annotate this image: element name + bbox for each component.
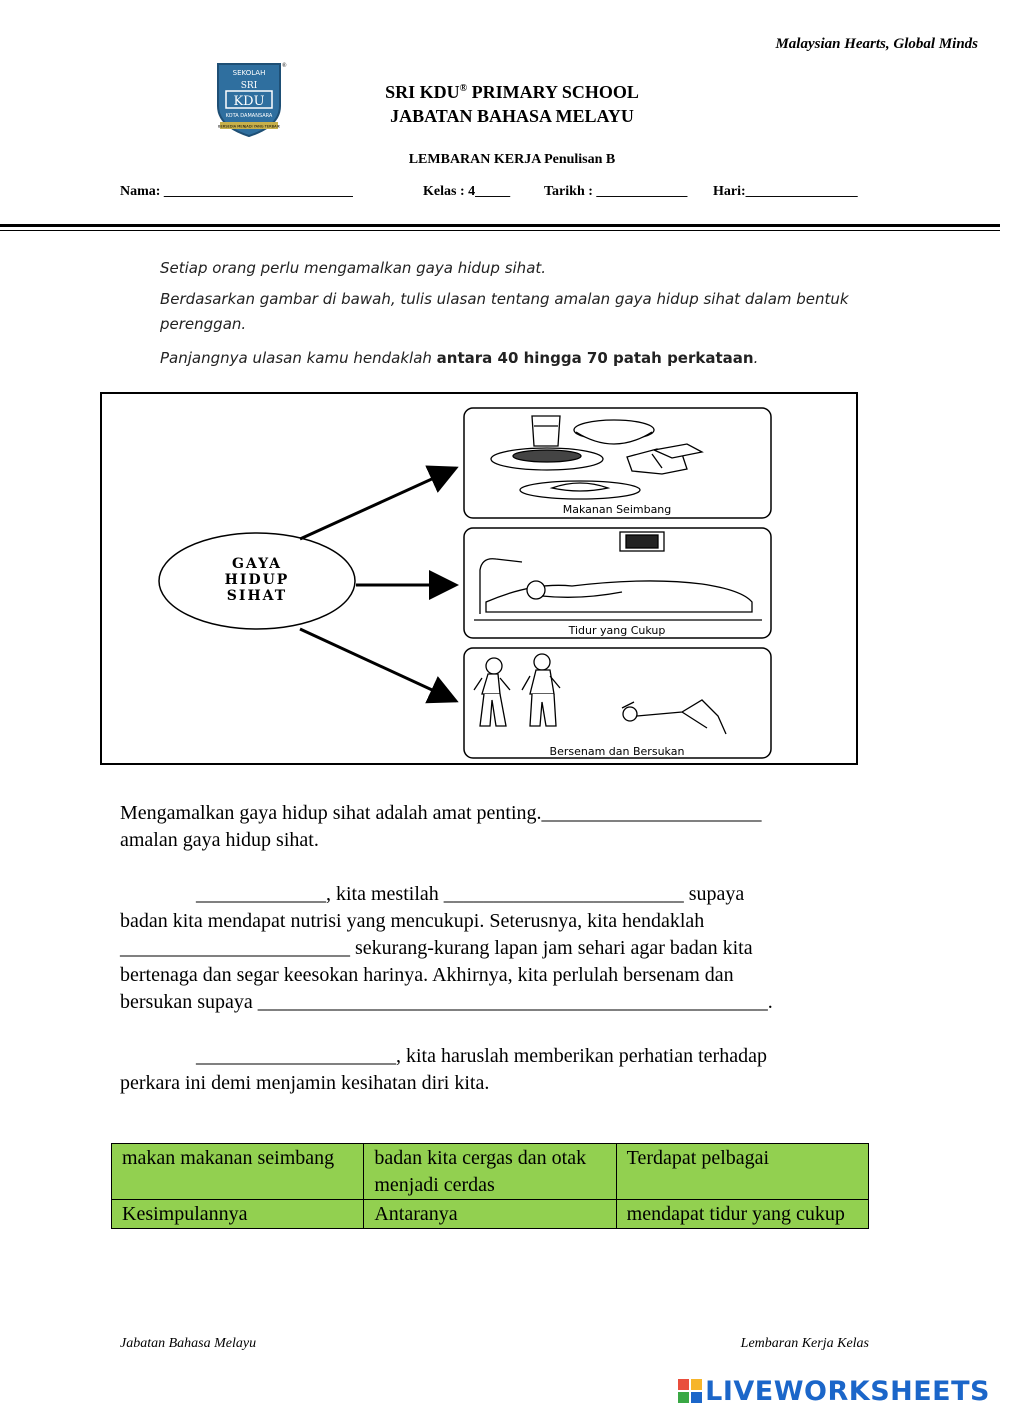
school-name: SRI KDU® PRIMARY SCHOOL bbox=[385, 82, 639, 102]
answer-cell[interactable]: badan kita cergas dan otak menjadi cerdas bbox=[364, 1144, 616, 1200]
exercise-label: Bersenam dan Bersukan bbox=[549, 745, 685, 758]
class-field[interactable]: Kelas : 4_____ bbox=[423, 184, 511, 199]
body-line-3: _______________________ sekurang-kurang lapan jam sehari agar badan kita bbox=[120, 937, 753, 959]
name-field[interactable]: Nama: ___________________________ bbox=[120, 184, 353, 199]
header-divider bbox=[0, 224, 1000, 227]
sheet-title: LEMBARAN KERJA Penulisan B bbox=[408, 152, 616, 167]
center-text-1: GAYA bbox=[231, 556, 283, 572]
liveworksheets-brand[interactable] bbox=[678, 1376, 990, 1407]
header-divider-thin bbox=[0, 230, 1000, 231]
liveworksheets-text: LIVEWORKSHEETS bbox=[705, 1376, 990, 1407]
arrow-to-food bbox=[300, 468, 456, 539]
motto: Malaysian Hearts, Global Minds bbox=[775, 36, 978, 52]
paragraph-body bbox=[120, 881, 880, 1016]
paragraph-intro bbox=[120, 800, 880, 854]
food-label: Makanan Seimbang bbox=[562, 503, 672, 516]
answer-cell[interactable]: Antaranya bbox=[364, 1200, 616, 1229]
logo-top-text: SEKOLAH bbox=[232, 69, 266, 77]
body-line-5: bersukan supaya ___________________________________________________. bbox=[120, 991, 773, 1013]
table-row bbox=[112, 1144, 869, 1200]
paragraph-conclusion bbox=[120, 1043, 880, 1097]
logo-ribbon-text: BERSEDIA MENJADI YANG TERBAIK bbox=[218, 124, 280, 129]
conclusion-line-2: perkara ini demi menjamin kesihatan diri kita. bbox=[120, 1072, 490, 1094]
liveworksheets-logo-icon bbox=[678, 1379, 702, 1403]
intro-line-1: Mengamalkan gaya hidup sihat adalah amat penting.______________________ bbox=[120, 802, 762, 824]
instruction-2: Berdasarkan gambar di bawah, tulis ulasan tentang amalan gaya hidup sihat dalam bentuk perenggan. bbox=[160, 290, 849, 333]
footer-right: Lembaran Kerja Kelas bbox=[740, 1336, 869, 1351]
center-text-3: SIHAT bbox=[226, 588, 288, 604]
logo-bottom-text: KOTA DAMANSARA bbox=[225, 113, 273, 119]
sleep-label: Tidur yang Cukup bbox=[568, 624, 666, 637]
table-row bbox=[112, 1200, 869, 1229]
instruction-3: Panjangnya ulasan kamu hendaklah antara 40 hingga 70 patah perkataan. bbox=[160, 349, 759, 367]
answer-cell[interactable]: Terdapat pelbagai bbox=[616, 1144, 868, 1200]
body-line-1: _____________, kita mestilah ________________________ supaya bbox=[196, 883, 745, 905]
intro-line-2: amalan gaya hidup sihat. bbox=[120, 829, 319, 851]
center-text-2: HIDUP bbox=[224, 572, 290, 588]
date-field[interactable]: Tarikh : _____________ bbox=[544, 184, 688, 199]
arrow-to-exercise bbox=[300, 629, 456, 701]
answer-cell[interactable]: Kesimpulannya bbox=[112, 1200, 364, 1229]
healthy-lifestyle-diagram bbox=[100, 392, 858, 765]
answer-cell[interactable]: mendapat tidur yang cukup bbox=[616, 1200, 868, 1229]
conclusion-line-1: ____________________, kita haruslah memberikan perhatian terhadap bbox=[196, 1045, 767, 1067]
answer-bank-table bbox=[111, 1143, 869, 1229]
logo-kdu-text: KDU bbox=[233, 94, 265, 109]
instruction-1: Setiap orang perlu mengamalkan gaya hidup sihat. bbox=[160, 259, 547, 277]
footer-left: Jabatan Bahasa Melayu bbox=[120, 1336, 257, 1351]
logo-sri-text: SRI bbox=[240, 81, 258, 91]
exercise-panel bbox=[464, 648, 771, 758]
logo-registered-mark: ® bbox=[282, 63, 287, 69]
day-field[interactable]: Hari:________________ bbox=[713, 184, 858, 199]
department-name: JABATAN BAHASA MELAYU bbox=[390, 106, 634, 126]
body-line-4: bertenaga dan segar keesokan harinya. Akhirnya, kita perlulah bersenam dan bbox=[120, 964, 734, 986]
body-line-2: badan kita mendapat nutrisi yang mencukupi. Seterusnya, kita hendaklah bbox=[120, 910, 705, 932]
answer-cell[interactable]: makan makanan seimbang bbox=[112, 1144, 364, 1200]
